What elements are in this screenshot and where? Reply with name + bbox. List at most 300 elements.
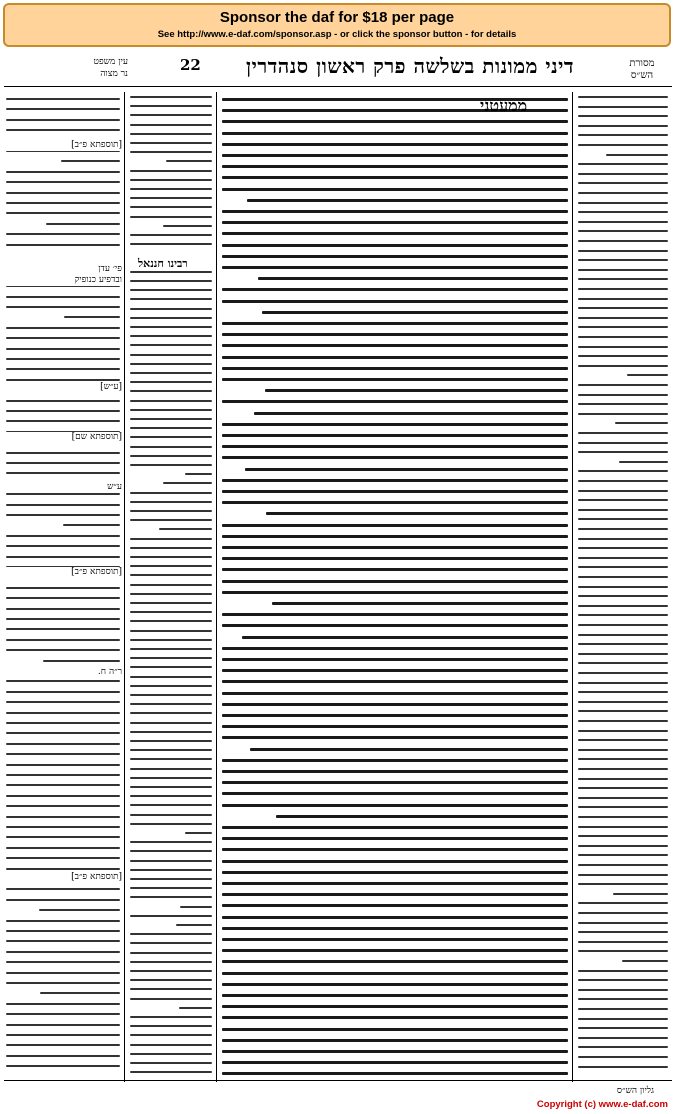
text-line xyxy=(6,327,120,329)
text-line xyxy=(130,298,212,300)
text-line xyxy=(6,1044,120,1046)
text-line xyxy=(6,701,120,703)
text-line xyxy=(578,269,668,271)
text-line xyxy=(627,374,668,376)
text-line xyxy=(63,524,120,526)
text-line xyxy=(130,381,212,383)
text-line xyxy=(222,535,568,538)
text-line xyxy=(130,216,212,218)
text-line xyxy=(6,358,120,360)
text-line xyxy=(222,714,568,717)
text-line xyxy=(130,492,212,494)
text-line xyxy=(130,685,212,687)
text-line xyxy=(578,557,668,559)
text-line xyxy=(578,134,668,136)
text-line xyxy=(6,410,120,412)
text-line xyxy=(130,400,212,402)
text-line xyxy=(6,379,120,381)
text-line xyxy=(578,797,668,799)
text-line xyxy=(578,538,668,540)
text-line xyxy=(222,658,568,661)
text-line xyxy=(6,535,120,537)
text-line xyxy=(615,422,668,424)
text-line xyxy=(6,1055,120,1057)
text-line xyxy=(222,479,568,482)
text-line xyxy=(222,1061,568,1064)
text-line xyxy=(222,938,568,941)
text-line xyxy=(222,949,568,952)
text-line xyxy=(222,703,568,706)
text-line xyxy=(222,300,568,303)
text-line xyxy=(130,961,212,963)
text-line xyxy=(578,384,668,386)
sponsor-banner-subtitle: See http://www.e-daf.com/sponsor.asp - or click the sponsor button - for details xyxy=(157,29,517,40)
text-line xyxy=(6,940,120,942)
text-line xyxy=(130,942,212,944)
text-line xyxy=(130,234,212,236)
text-line xyxy=(39,909,120,911)
text-line xyxy=(130,648,212,650)
text-line xyxy=(130,1034,212,1036)
text-line xyxy=(578,278,668,280)
text-line xyxy=(578,874,668,876)
text-line xyxy=(6,202,120,204)
text-line xyxy=(222,837,568,840)
text-line xyxy=(130,170,212,172)
text-line xyxy=(222,994,568,997)
rashi-heading: רבינו חננאל xyxy=(138,257,188,270)
text-line xyxy=(130,712,212,714)
text-line xyxy=(6,472,120,474)
text-line xyxy=(222,1005,568,1008)
text-line xyxy=(578,922,668,924)
text-line xyxy=(578,326,668,328)
text-line xyxy=(130,584,212,586)
sidebar-ref-label: [תוספתא שם] xyxy=(6,432,122,443)
text-line xyxy=(578,298,668,300)
text-line xyxy=(130,841,212,843)
text-line xyxy=(222,1028,568,1031)
text-line xyxy=(130,933,212,935)
text-line xyxy=(130,804,212,806)
text-line xyxy=(254,412,568,415)
text-line xyxy=(6,1034,120,1036)
text-line xyxy=(130,142,212,144)
text-line xyxy=(578,682,668,684)
text-line xyxy=(6,982,120,984)
text-line xyxy=(130,409,212,411)
text-line xyxy=(6,722,120,724)
text-line xyxy=(130,124,212,126)
text-line xyxy=(222,434,568,437)
text-line xyxy=(222,143,568,146)
masoret-hashas-header: מסורת הש״ס xyxy=(629,58,655,81)
sidebar-ref-label: פי׳ עדן ובדפיע כנופיק xyxy=(6,264,122,286)
text-line xyxy=(6,857,120,859)
text-line xyxy=(578,816,668,818)
text-line xyxy=(130,317,212,319)
text-line xyxy=(222,120,568,123)
text-line xyxy=(6,868,120,870)
text-line xyxy=(130,501,212,503)
text-line xyxy=(222,647,568,650)
text-line xyxy=(578,749,668,751)
text-line xyxy=(130,271,212,273)
text-line xyxy=(130,639,212,641)
text-line xyxy=(6,743,120,745)
text-line xyxy=(578,701,668,703)
text-line xyxy=(222,792,568,795)
text-line xyxy=(6,171,120,173)
text-line xyxy=(6,888,120,890)
text-line xyxy=(130,1062,212,1064)
text-line xyxy=(622,960,668,962)
text-line xyxy=(130,593,212,595)
mishna-heading: ממעטני xyxy=(480,96,528,115)
text-line xyxy=(130,694,212,696)
text-line xyxy=(130,1025,212,1027)
text-line xyxy=(6,732,120,734)
text-line xyxy=(185,832,212,834)
text-line xyxy=(578,566,668,568)
sidebar-ref-label: [תוספתא פ״ב] xyxy=(6,872,122,883)
text-line xyxy=(130,998,212,1000)
text-line xyxy=(6,712,120,714)
text-line xyxy=(130,464,212,466)
text-line xyxy=(130,878,212,880)
text-line xyxy=(578,346,668,348)
text-line xyxy=(578,125,668,127)
text-line xyxy=(578,1037,668,1039)
text-line xyxy=(272,602,568,605)
text-line xyxy=(222,804,568,807)
text-line xyxy=(222,972,568,975)
text-line xyxy=(222,1072,568,1075)
text-line xyxy=(130,344,212,346)
text-line xyxy=(222,736,568,739)
text-line xyxy=(6,951,120,953)
text-line xyxy=(222,725,568,728)
text-line xyxy=(130,896,212,898)
text-line xyxy=(578,499,668,501)
footer-rule xyxy=(4,1080,672,1081)
text-line xyxy=(166,160,212,162)
text-line xyxy=(130,243,212,245)
text-line xyxy=(130,620,212,622)
text-line xyxy=(61,160,120,162)
sidebar-ref-label: ע״ש xyxy=(6,482,122,493)
text-line xyxy=(130,676,212,678)
text-line xyxy=(578,778,668,780)
text-line xyxy=(258,277,568,280)
text-line xyxy=(578,634,668,636)
text-line xyxy=(222,1050,568,1053)
text-line xyxy=(130,777,212,779)
text-line xyxy=(6,1003,120,1005)
text-line xyxy=(130,1071,212,1073)
text-line xyxy=(6,805,120,807)
text-line xyxy=(222,165,568,168)
text-line xyxy=(222,266,568,269)
text-line xyxy=(130,390,212,392)
text-line xyxy=(222,378,568,381)
text-line xyxy=(578,1018,668,1020)
text-line xyxy=(6,930,120,932)
text-line xyxy=(578,432,668,434)
text-line xyxy=(222,904,568,907)
text-line xyxy=(262,311,568,314)
text-line xyxy=(130,915,212,917)
text-line xyxy=(6,961,120,963)
text-line xyxy=(6,296,120,298)
text-line xyxy=(46,223,120,225)
text-line xyxy=(222,255,568,258)
text-line xyxy=(222,176,568,179)
text-line xyxy=(6,1065,120,1067)
text-line xyxy=(130,206,212,208)
text-line xyxy=(130,814,212,816)
text-line xyxy=(130,455,212,457)
text-line xyxy=(578,739,668,741)
text-line xyxy=(6,826,120,828)
text-line xyxy=(242,636,568,639)
text-line xyxy=(578,144,668,146)
text-line xyxy=(578,490,668,492)
text-line xyxy=(578,403,668,405)
running-head: דיני ממונות בשלשה פרק ראשון סנהדרין xyxy=(245,54,574,78)
text-line xyxy=(130,308,212,310)
text-line xyxy=(130,556,212,558)
text-line xyxy=(578,624,668,626)
text-line xyxy=(6,920,120,922)
text-line xyxy=(222,781,568,784)
text-line xyxy=(130,427,212,429)
text-line xyxy=(6,764,120,766)
text-line xyxy=(130,786,212,788)
text-line xyxy=(130,289,212,291)
text-line xyxy=(130,795,212,797)
text-line xyxy=(222,916,568,919)
text-line xyxy=(578,806,668,808)
text-line xyxy=(130,860,212,862)
sidebar-ref-label: [תוספתא פ״ב] xyxy=(6,567,122,578)
text-line xyxy=(6,129,120,131)
text-line xyxy=(222,546,568,549)
column-divider-center-left xyxy=(216,92,217,1082)
text-line xyxy=(578,365,668,367)
copyright-text: Copyright (c) www.e-daf.com xyxy=(536,1099,668,1110)
text-line xyxy=(6,514,120,516)
text-line xyxy=(578,730,668,732)
text-line xyxy=(6,400,120,402)
text-line xyxy=(130,1044,212,1046)
text-line xyxy=(130,768,212,770)
text-line xyxy=(222,367,568,370)
text-line xyxy=(6,233,120,235)
text-line xyxy=(163,482,212,484)
text-line xyxy=(578,710,668,712)
text-line xyxy=(6,181,120,183)
text-line xyxy=(130,1016,212,1018)
text-line xyxy=(222,154,568,157)
text-line xyxy=(130,749,212,751)
text-line xyxy=(222,524,568,527)
text-line xyxy=(64,316,120,318)
text-line xyxy=(6,1013,120,1015)
text-line xyxy=(6,452,120,454)
text-line xyxy=(130,740,212,742)
text-line xyxy=(130,869,212,871)
text-line xyxy=(222,568,568,571)
text-line xyxy=(130,114,212,116)
text-line xyxy=(222,591,568,594)
text-line xyxy=(578,653,668,655)
text-line xyxy=(6,462,120,464)
text-line xyxy=(222,882,568,885)
text-line xyxy=(578,230,668,232)
text-line xyxy=(578,787,668,789)
text-line xyxy=(265,389,568,392)
text-line xyxy=(578,605,668,607)
text-line xyxy=(222,423,568,426)
text-line xyxy=(578,672,668,674)
text-line xyxy=(266,512,568,515)
text-line xyxy=(222,624,568,627)
text-line xyxy=(130,657,212,659)
text-line xyxy=(222,692,568,695)
text-line xyxy=(578,413,668,415)
text-line xyxy=(130,197,212,199)
text-line xyxy=(578,1056,668,1058)
text-line xyxy=(578,768,668,770)
talmud-page xyxy=(4,52,672,1098)
text-line xyxy=(578,1027,668,1029)
text-line xyxy=(222,188,568,191)
text-line xyxy=(578,192,668,194)
text-line xyxy=(130,519,212,521)
text-line xyxy=(578,643,668,645)
text-line xyxy=(130,335,212,337)
ein-mishpat-header: עין משפט נר מצוה xyxy=(93,57,128,79)
text-line xyxy=(222,322,568,325)
text-line xyxy=(222,557,568,560)
text-line xyxy=(6,847,120,849)
text-line xyxy=(130,565,212,567)
text-line xyxy=(6,368,120,370)
sidebar-ref-label: [ע״ש] xyxy=(6,382,122,393)
text-line xyxy=(6,649,120,651)
text-line xyxy=(180,906,212,908)
text-line xyxy=(6,899,120,901)
sponsor-banner-button[interactable] xyxy=(3,3,671,47)
rabbeinu-chananel-column xyxy=(128,92,214,1077)
text-line xyxy=(6,608,120,610)
text-line xyxy=(578,307,668,309)
text-line xyxy=(130,105,212,107)
text-line xyxy=(130,436,212,438)
text-line xyxy=(578,182,668,184)
text-line xyxy=(222,400,568,403)
text-line xyxy=(130,363,212,365)
text-line xyxy=(222,848,568,851)
text-line xyxy=(578,720,668,722)
text-line xyxy=(222,871,568,874)
column-divider-right xyxy=(572,92,573,1082)
text-line xyxy=(578,115,668,117)
text-line xyxy=(578,259,668,261)
text-line xyxy=(578,758,668,760)
text-line xyxy=(222,501,568,504)
sidebar-ref-label: [תוספתא פ״ב] xyxy=(6,140,122,151)
text-line xyxy=(6,348,120,350)
text-line xyxy=(6,680,120,682)
text-line xyxy=(222,244,568,247)
text-line xyxy=(130,188,212,190)
text-line xyxy=(578,691,668,693)
text-line xyxy=(130,151,212,153)
text-line xyxy=(130,703,212,705)
text-line xyxy=(578,864,668,866)
text-line xyxy=(222,1016,568,1019)
text-line xyxy=(606,154,668,156)
text-line xyxy=(578,547,668,549)
text-line xyxy=(6,244,120,246)
text-line xyxy=(222,221,568,224)
text-line xyxy=(6,836,120,838)
text-line xyxy=(578,355,668,357)
text-line xyxy=(247,199,568,202)
sponsor-banner-title: Sponsor the daf for $18 per page xyxy=(219,9,455,26)
masoret-column xyxy=(576,92,670,1077)
text-line xyxy=(130,574,212,576)
page-number: 22 xyxy=(180,56,201,74)
text-line xyxy=(179,1007,212,1009)
text-line xyxy=(222,770,568,773)
text-line xyxy=(578,480,668,482)
text-line xyxy=(6,1024,120,1026)
text-line xyxy=(250,748,568,751)
text-line xyxy=(578,902,668,904)
text-line xyxy=(130,326,212,328)
text-line xyxy=(578,317,668,319)
text-line xyxy=(130,280,212,282)
text-line xyxy=(6,108,120,110)
text-line xyxy=(6,597,120,599)
text-line xyxy=(222,132,568,135)
text-line xyxy=(222,288,568,291)
text-line xyxy=(130,510,212,512)
text-line xyxy=(6,98,120,100)
text-line xyxy=(613,893,668,895)
text-line xyxy=(6,212,120,214)
text-line xyxy=(578,998,668,1000)
text-line xyxy=(578,970,668,972)
text-line xyxy=(176,924,212,926)
text-line xyxy=(578,586,668,588)
text-line xyxy=(222,210,568,213)
text-line xyxy=(222,356,568,359)
text-line xyxy=(130,446,212,448)
text-line xyxy=(578,950,668,952)
text-line xyxy=(130,758,212,760)
text-line xyxy=(130,722,212,724)
text-line xyxy=(578,394,668,396)
header-rule xyxy=(4,86,672,87)
text-line xyxy=(222,232,568,235)
text-line xyxy=(619,461,668,463)
text-line xyxy=(130,952,212,954)
text-line xyxy=(130,179,212,181)
